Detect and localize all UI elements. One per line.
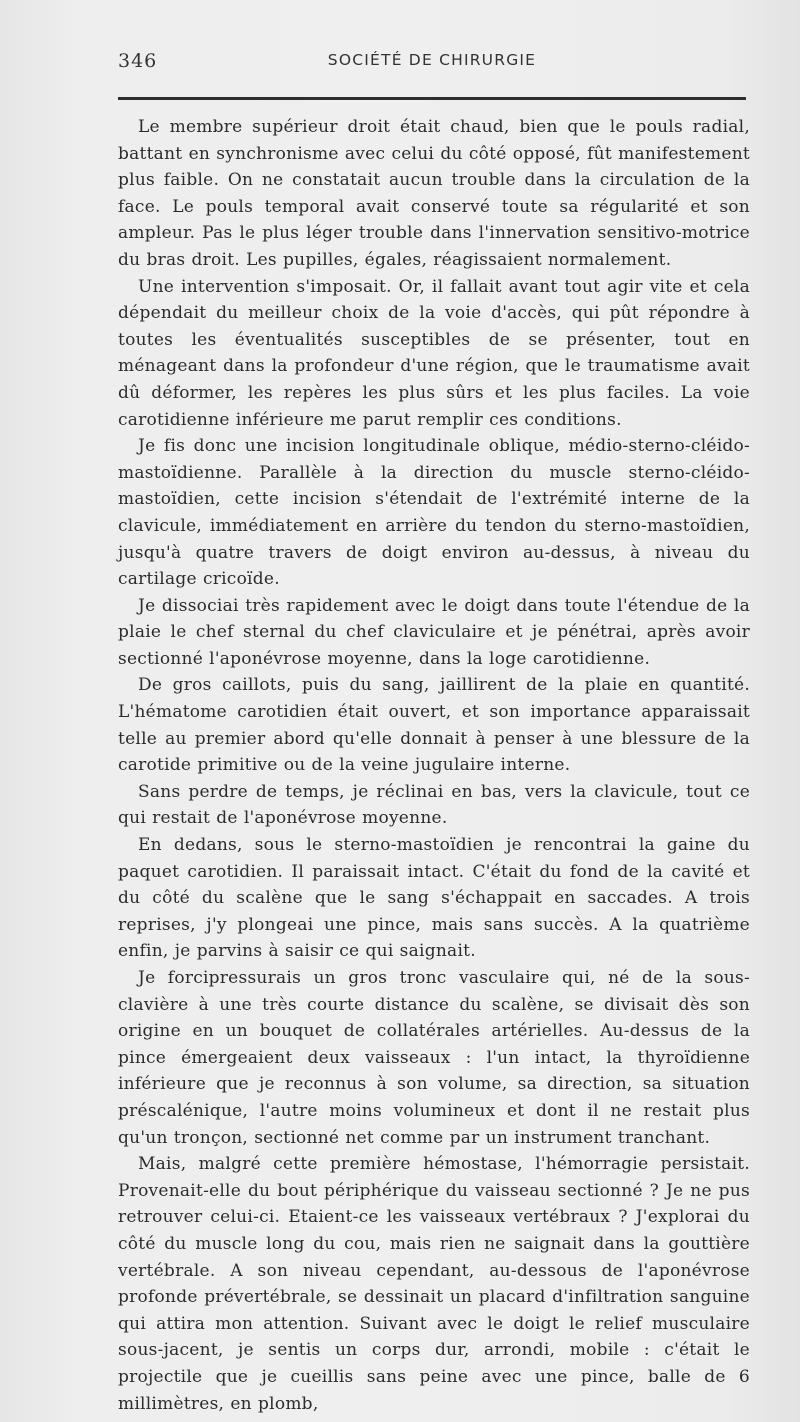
paragraph: Sans perdre de temps, je réclinai en bas, vers la clavicule, tout ce qui restait de l'aponévrose moyenne. bbox=[118, 781, 750, 829]
header-rule bbox=[118, 97, 746, 100]
paragraph: Je dissociai très rapidement avec le doigt dans toute l'étendue de la plaie le chef sternal du chef claviculaire et je pénétrai, après avoir sectionné l'aponévrose moyenne, dans la loge carotidienne. bbox=[118, 595, 750, 669]
paragraph: Je fis donc une incision longitudinale oblique, médio-sterno-cléido-mastoïdienne. Parallèle à la direction du muscle sterno-cléido-mastoïdien, cette incision s'étendait de l'extrémité interne de la clavicule, immédiatement en arrière du tendon du sterno-mastoïdien, jusqu'à quatre travers de doigt environ au-dessus, à niveau du cartilage cricoïde. bbox=[118, 436, 750, 590]
paragraph: Mais, malgré cette première hémostase, l'hémorragie persistait. Provenait-elle du bout périphérique du vaisseau sectionné ? Je ne pus retrouver celui-ci. Etaient-ce les vaisseaux vertébraux ? J'explorai du côté du muscle long du cou, mais rien ne saignait dans la gouttière vertébrale. A son niveau cependant, au-dessous de l'aponévrose profonde prévertébrale, se dessinait un placard d'infiltration sanguine qui attira mon attention. Suivant avec le doigt le relief musculaire sous-jacent, je sentis un corps dur, arrondi, mobile : c'était le projectile que je cueillis sans peine avec une pince, balle de 6 millimètres, en plomb, bbox=[118, 1154, 750, 1414]
running-title: SOCIÉTÉ DE CHIRURGIE bbox=[327, 51, 537, 69]
paragraph: Le membre supérieur droit était chaud, bien que le pouls radial, battant en synchronisme avec celui du côté opposé, fût manifestement plus faible. On ne constatait aucun trouble dans la circulation de la face. Le pouls temporal avait conservé toute sa régularité et son ampleur. Pas le plus léger trouble dans l'innervation sensitivo-motrice du bras droit. Les pupilles, égales, réagissaient normalement. bbox=[118, 117, 750, 270]
paragraph: Une intervention s'imposait. Or, il fallait avant tout agir vite et cela dépendait du meilleur choix de la voie d'accès, qui pût répondre à toutes les éventualités susceptibles de se présenter, tout en ménageant dans la profondeur d'une région, que le traumatisme avait dû déformer, les repères les plus sûrs et les plus faciles. La voie carotidienne inférieure me parut remplir ces conditions. bbox=[118, 276, 750, 430]
paragraph: De gros caillots, puis du sang, jaillirent de la plaie en quantité. L'hématome carotidien était ouvert, et son importance apparaissait telle au premier abord qu'elle donnait à penser à une blessure de la carotide primitive ou de la veine jugulaire interne. bbox=[118, 675, 750, 776]
page-header bbox=[118, 50, 746, 76]
paragraph: En dedans, sous le sterno-mastoïdien je rencontrai la gaine du paquet carotidien. Il paraissait intact. C'était du fond de la cavité et du côté du scalène que le sang s'échappait en saccades. A trois reprises, j'y plongeai une pince, mais sans succès. A la quatrième enfin, je parvins à saisir ce qui saignait. bbox=[118, 835, 750, 962]
page-number: 346 bbox=[118, 50, 158, 72]
paragraph: Je forcipressurais un gros tronc vasculaire qui, né de la sous-clavière à une très courte distance du scalène, se divisait dès son origine en un bouquet de collatérales artérielles. Au-dessus de la pince émergeaient deux vaisseaux : l'un intact, la thyroïdienne inférieure que je reconnus à son volume, sa direction, sa situation préscalénique, l'autre moins volumineux et dont il ne restait plus qu'un tronçon, sectionné net comme par un instrument tranchant. bbox=[118, 968, 750, 1148]
body-text bbox=[118, 114, 750, 1417]
